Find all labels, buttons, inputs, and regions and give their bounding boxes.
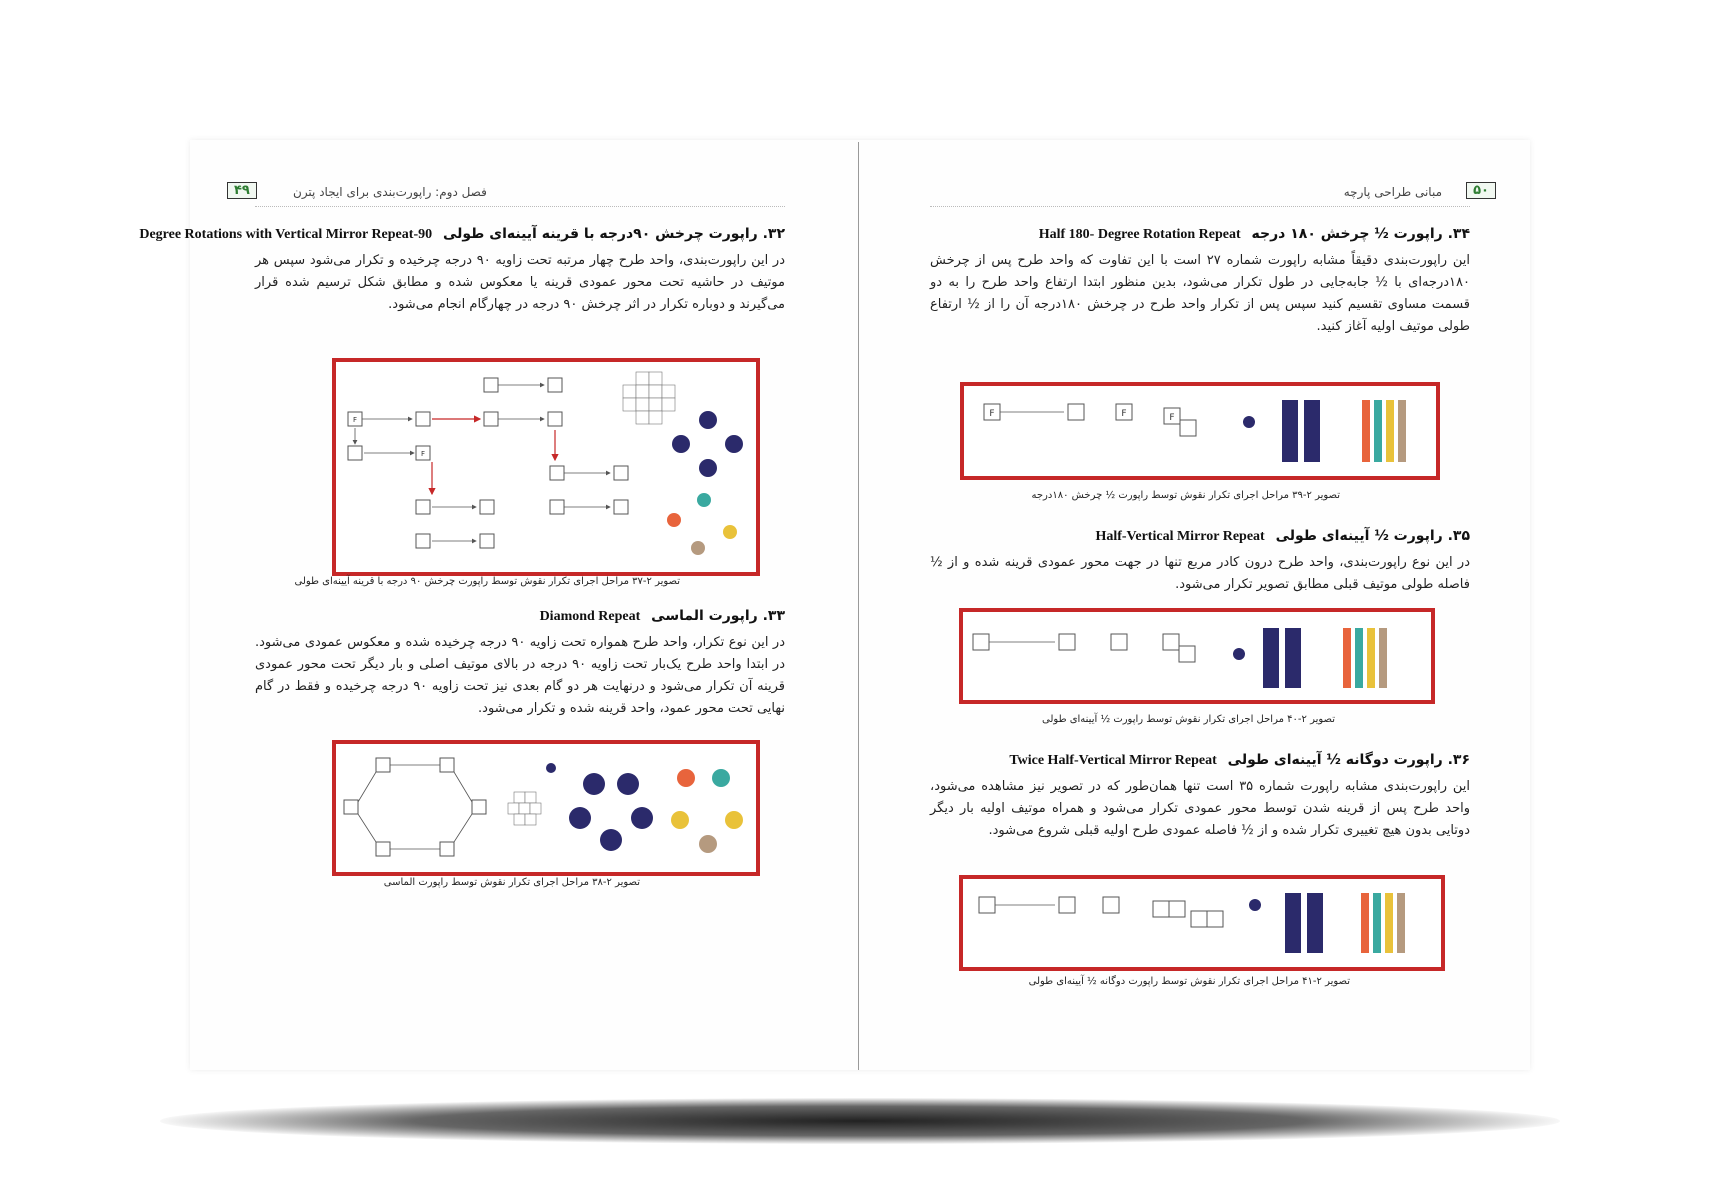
page-number: ۴۹	[227, 182, 257, 199]
rotation-mirror-diagram	[336, 362, 756, 572]
running-title: فصل دوم: راپورت‌بندی برای ایجاد پترن	[293, 185, 487, 199]
section-title-fa: راپورت ½ آیینه‌ای طولی	[1275, 528, 1443, 544]
section-title-en: Diamond Repeat	[539, 609, 641, 624]
section-title-en: Half 180- Degree Rotation Repeat	[1038, 227, 1241, 242]
figure-40	[959, 608, 1435, 704]
figure-38	[332, 740, 760, 876]
section-title-en: Half-Vertical Mirror Repeat	[1095, 529, 1265, 544]
section-paragraph: در این نوع تکرار، واحد طرح همواره تحت زاویه ۹۰ درجه چرخیده شده و معکوس عمودی می‌شود. در ابتدا واحد طرح یک‌بار تحت زاویه ۹۰ درجه در بالای موتیف اصلی و بار دیگر تحت محور عمودی قرینه آن تکرار می‌شود و درنهایت هر دو گام بعدی نیز تحت زاویه ۹۰ درجه چرخیده و فقط در گام نهایی تحت محور عمود، واحد قرینه شده و تکرار می‌شود.	[255, 635, 786, 716]
section-title-fa: راپورت دوگانه ½ آیینه‌ای طولی	[1227, 752, 1443, 768]
section-heading-35	[1095, 528, 1470, 545]
right-page	[930, 180, 1489, 1000]
diamond-repeat-diagram	[336, 744, 756, 872]
section-paragraph: این راپورت‌بندی دقیقاً مشابه راپورت شماره ۲۷ است با این تفاوت که واحد طرح پس از چرخش ۱۸۰درجه‌ای با ½ جابه‌جایی در طول تکرار می‌شود، بدین منظور ابتدا ارتفاع واحد طرح را به دو قسمت مساوی تقسیم کنید سپس پس از تکرار واحد طرح در چرخش ۱۸۰درجه آن را از ½ ارتفاع طولی موتیف اولیه آغاز کنید.	[930, 253, 1471, 334]
section-number: ۳۴.	[1447, 226, 1470, 242]
section-paragraph: در این نوع راپورت‌بندی، واحد طرح درون کادر مربع تنها در جهت محور عمودی قرینه شده و از ½ فاصله طولی موتیف قبلی مطابق تصویر تکرار می‌شود.	[930, 555, 1470, 592]
figure-caption: تصویر ۲-۴۰ مراحل اجرای تکرار نقوش توسط راپورت ½ آیینه‌ای طولی	[1042, 714, 1335, 725]
running-header	[930, 180, 1489, 207]
section-title-fa: راپورت چرخش ۹۰درجه با قرینه آیینه‌ای طولی	[442, 226, 758, 242]
section-heading-34	[1039, 226, 1470, 243]
section-title-fa: راپورت الماسی	[651, 608, 758, 624]
running-header	[234, 180, 785, 207]
figure-caption: تصویر ۲-۳۹ مراحل اجرای تکرار نقوش توسط راپورت ½ چرخش ۱۸۰درجه	[1031, 490, 1340, 501]
section-number: ۳۵.	[1447, 528, 1470, 544]
figure-39	[960, 382, 1440, 480]
motif-label: F	[1121, 409, 1127, 419]
motif-label: F	[1169, 413, 1175, 423]
section-title-en: Twice Half-Vertical Mirror Repeat	[1009, 753, 1217, 768]
section-title-fa: راپورت ½ چرخش ۱۸۰ درجه	[1251, 226, 1443, 242]
section-heading-33	[540, 608, 785, 625]
section-number: ۳۳.	[762, 608, 785, 624]
motif-label: F	[989, 409, 995, 419]
motif-label: F	[352, 416, 358, 424]
section-heading-36	[1009, 752, 1470, 769]
book-shadow	[160, 1098, 1560, 1144]
section-paragraph: این راپورت‌بندی مشابه راپورت شماره ۳۵ است تنها همان‌طور که در تصویر نیز مشاهده می‌شود، واحد طرح پس از قرینه شدن توسط محور عمودی تکرار می‌شود و همراه موتیف اولیه بار دیگر دوتایی بدون هیچ تغییری تکرار شده و از ½ فاصله عمودی طرح اولیه قبلی شروع می‌شود.	[930, 779, 1471, 838]
figure-37	[332, 358, 760, 576]
figure-caption: تصویر ۲-۴۱ مراحل اجرای تکرار نقوش توسط راپورت دوگانه ½ آیینه‌ای طولی	[1028, 976, 1350, 987]
half-mirror-diagram	[963, 612, 1431, 700]
motif-label: F	[420, 450, 426, 458]
section-heading-32	[139, 226, 785, 243]
left-page	[139, 180, 786, 970]
book-spine	[858, 142, 859, 1070]
figure-41	[959, 875, 1445, 971]
section-number: ۳۶.	[1447, 752, 1470, 768]
section-paragraph: در این راپورت‌بندی، واحد طرح چهار مرتبه تحت زاویه ۹۰ درجه چرخیده و تکرار می‌شود سپس هر موتیف در حاشیه تحت محور عمودی قرینه یا معکوس شده و مطابق شکل ترسیم شده قرار می‌گیرند و دوباره تکرار در اثر چرخش ۹۰ درجه در چهارگام انجام می‌شود.	[255, 253, 785, 312]
section-title-en: 90-Degree Rotations with Vertical Mirror Repeat	[139, 227, 433, 242]
figure-caption: تصویر ۲-۳۷ مراحل اجرای تکرار نقوش توسط راپورت چرخش ۹۰ درجه با قرینه آیینه‌ای طولی	[294, 576, 680, 587]
twice-half-mirror-diagram	[963, 879, 1441, 967]
half-rotation-diagram	[964, 386, 1436, 476]
section-number: ۳۲.	[762, 226, 785, 242]
figure-caption: تصویر ۲-۳۸ مراحل اجرای تکرار نقوش توسط راپورت الماسی	[383, 877, 640, 888]
running-title: مبانی طراحی پارچه	[1343, 185, 1442, 199]
page-number: ۵۰	[1466, 182, 1496, 199]
